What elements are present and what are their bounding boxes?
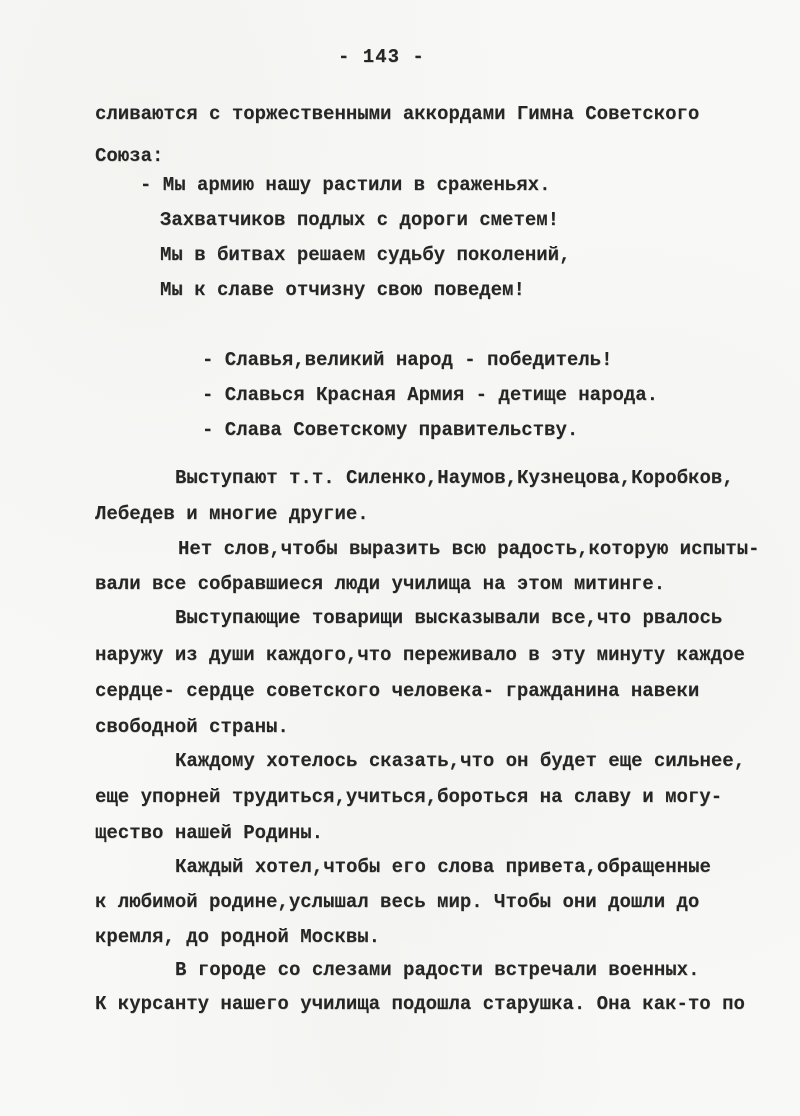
text-line: К курсанту нашего училища подошла старушка. Она как-то по bbox=[95, 993, 745, 1015]
text-line: еще упорней трудиться,учиться,бороться на славу и могу- bbox=[95, 786, 723, 808]
text-line: свободной страны. bbox=[95, 716, 289, 738]
text-line: щество нашей Родины. bbox=[95, 822, 324, 844]
text-line: В городе со слезами радости встречали военных. bbox=[175, 959, 700, 981]
text-line: - Славья,великий народ - победитель! bbox=[202, 349, 613, 371]
text-line: сердце- сердце советского человека- гражданина навеки bbox=[95, 680, 700, 702]
text-line: Мы в битвах решаем судьбу поколений, bbox=[160, 244, 571, 266]
text-line: Выступают т.т. Силенко,Наумов,Кузнецова,Коробков, bbox=[175, 467, 734, 489]
text-line: Каждый хотел,чтобы его слова привета,обращенные bbox=[175, 856, 711, 878]
text-line: Нет слов,чтобы выразить всю радость,которую испыты- bbox=[178, 538, 760, 560]
text-line: - Мы армию нашу растили в сраженьях. bbox=[140, 174, 551, 196]
text-line: - Слава Советскому правительству. bbox=[202, 419, 579, 441]
text-line: к любимой родине,услышал весь мир. Чтобы они дошли до bbox=[95, 891, 700, 913]
text-line: Захватчиков подлых с дороги сметем! bbox=[160, 209, 560, 231]
text-line: сливаются с торжественными аккордами Гимна Советского bbox=[95, 103, 700, 125]
text-line: Выступающие товарищи высказывали все,что рвалось bbox=[175, 607, 723, 629]
text-line: - Славься Красная Армия - детище народа. bbox=[202, 384, 659, 406]
text-line: Каждому хотелось сказать,что он будет еще сильнее, bbox=[175, 750, 746, 772]
text-line: наружу из души каждого,что переживало в эту минуту каждое bbox=[95, 644, 745, 666]
text-line: кремля, до родной Москвы. bbox=[95, 926, 381, 948]
text-line: Мы к славе отчизну свою поведем! bbox=[160, 279, 525, 301]
text-line: Лебедев и многие другие. bbox=[95, 503, 369, 525]
text-line: вали все собравшиеся люди училища на этом митинге. bbox=[95, 573, 666, 595]
text-line: Союза: bbox=[95, 145, 164, 167]
page-number: - 143 - bbox=[338, 46, 425, 68]
